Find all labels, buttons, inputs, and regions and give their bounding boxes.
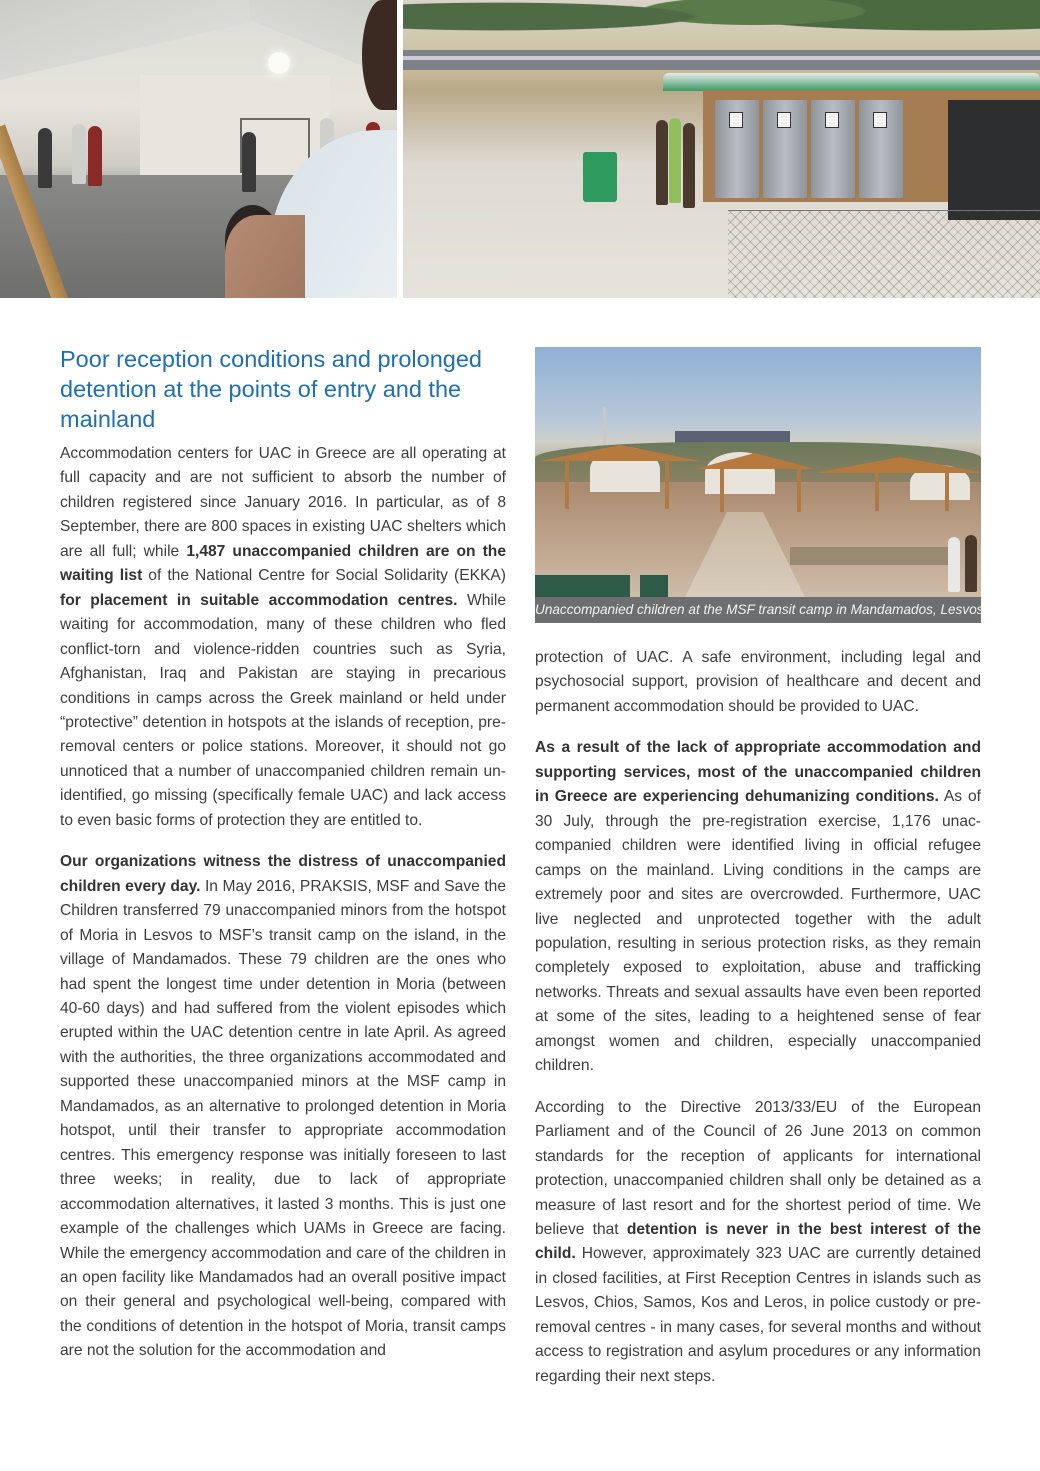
bold-text: for placement in suitable accommodation centres. [60, 591, 458, 609]
wooden-post [945, 471, 949, 511]
paragraph [60, 850, 506, 1364]
toilet-sign-icon [729, 112, 743, 128]
bold-text: 1,487 unaccompanied children are on the waiting list [60, 542, 507, 585]
child [669, 118, 681, 203]
toilet-sign-icon [873, 112, 887, 128]
toilet-sign-icon [825, 112, 839, 128]
text: However, approximately 323 UAC are currently detained in closed facilities, at First Reception Centres in islands such as Lesvos, Chios, Samos, Kos and Leros, in police custody or pre-removal centres - in many cases, for several months and without access to registration and asylum procedures or any information regarding their next steps. [535, 1245, 981, 1385]
toilet-door [859, 100, 903, 198]
stone-path [685, 512, 805, 597]
player [72, 124, 86, 184]
trees [403, 0, 1040, 55]
left-column [60, 442, 506, 1381]
child [683, 123, 695, 208]
paragraph [535, 646, 981, 719]
wooden-post [875, 471, 879, 511]
stone-wall [790, 547, 950, 565]
toilet-sign-icon [777, 112, 791, 128]
wooden-post [665, 459, 669, 509]
text: of the National Centre for Social Solidarity (EKKA) [142, 567, 507, 585]
paragraph [535, 1096, 981, 1389]
player [38, 128, 52, 188]
wooden-post [565, 459, 569, 509]
toilet-door [763, 100, 807, 198]
text: As of 30 July, through the pre-registration exercise, 1,176 unaccompanied children were identified living in official refugee camps on the mainland. Living conditions in the camps are extremely poor and sites are overcrowded. Furthermore, UAC live neglected and unprotected together with the adult population, resulting in serious protection risks, as they remain completely exposed to exploitation, abuse and trafficking networks. Threats and sexual assaults have even been reported at some of the sites, leading to a heightened sense of fear amongst women and children, especially unaccompanied children. [535, 788, 981, 1075]
toilet-door [715, 100, 759, 198]
foreground-arm [225, 215, 305, 298]
guard-rail [403, 56, 1040, 60]
child [965, 535, 977, 592]
green-container [535, 575, 630, 597]
lamp [268, 52, 290, 74]
tarp [948, 100, 1040, 220]
text: Accommodation centers for UAC in Greece are all operating at full capacity and are not sufficient to absorb the number of children registered since January 2016. In particular, as of 8 September, there are 800 spaces in existing UAC shelters which are all full; while [60, 445, 506, 560]
toilet-door [811, 100, 855, 198]
player [242, 132, 256, 192]
text: protection of UAC. A safe environment, including legal and psychosocial support, provision of healthcare and decent and permanent accommodation should be provided to UAC. [535, 649, 981, 715]
road [403, 50, 1040, 70]
foreground-hair [362, 0, 397, 110]
green-bin [640, 575, 668, 597]
wooden-post [720, 467, 724, 512]
text: While waiting for accommodation, many of these children who fled conflict-torn and violence-ridden countries such as Syria, Afghanistan, Iraq and Pakistan are staying in precarious conditions in camps across the Greek mainland or held under “protective” detention in hotspots at the islands of reception, pre-removal centers or police stations. Moreover, it should not go unnoticed that a number of unaccompanied children remain un-identified, go missing (specifically female UAC) and lack access to even basic forms of protection they are entitled to. [60, 591, 506, 829]
text: According to the Directive 2013/33/EU of the European Parliament and of the Council of 26 June 2013 on common standards for the reception of applicants for international protection, unaccompanied children shall only be detained as a measure of last resort and for the shortest period of time. We believe that [535, 1098, 981, 1238]
section-headline: Poor reception conditions and prolonged detention at the points of entry and the mainland [60, 346, 482, 432]
fence [728, 210, 1040, 298]
child [948, 537, 960, 592]
text: In May 2016, PRAKSIS, MSF and Save the Children transferred 79 unaccompanied minors from the hotspot of Moria in Lesvos to MSF’s transit camp on the island, in the village of Mandamados. These 79 children are the ones who had spent the longest time under detention in Moria (between 40-60 days) and had suffered from the violent episodes which erupted within the UAC detention centre in late April. As agreed with the authorities, the three organizations accommodated and supported these unaccompanied minors at the MSF camp in Mandamados, as an alternative to prolonged detention in Moria hotspot, until their transfer to appropriate accommodation centres. This emergency response was initially foreseen to last three weeks; in reality, due to lack of appropriate accommodation alternatives, it lasted 3 months. This is just one example of the challenges which UAMs in Greece are facing. While the emergency accommodation and care of the children in an open facility like Mandamados had an overall positive impact on their general and psychological well-being, compared with the conditions of detention in the hotspot of Moria, transit camps are not the solution for the accommodation and [60, 877, 506, 1360]
photo-camp-toilets [403, 0, 1040, 298]
paragraph [535, 736, 981, 1078]
player [88, 126, 102, 186]
bold-text: As a result of the lack of appropriate accommodation and supporting services, most of the unaccompanied children in Greece are experiencing dehumanizing conditions. [535, 739, 981, 806]
bold-text: detention is never in the best interest of the child. [535, 1220, 981, 1263]
bold-text: Our organizations witness the distress of unaccompanied children every day. [60, 853, 506, 895]
photo-tent-football [0, 0, 397, 298]
green-bin [583, 152, 617, 202]
wooden-post [797, 467, 801, 512]
child [656, 120, 668, 205]
water-tanks [663, 73, 1040, 91]
figure-msf-camp [535, 347, 984, 623]
right-column [535, 646, 981, 1406]
figure-caption: Unaccompanied children at the MSF transit camp in Mandamados, Lesvos [535, 597, 981, 623]
paragraph [60, 442, 506, 833]
photo-msf-transit-camp [535, 347, 981, 597]
